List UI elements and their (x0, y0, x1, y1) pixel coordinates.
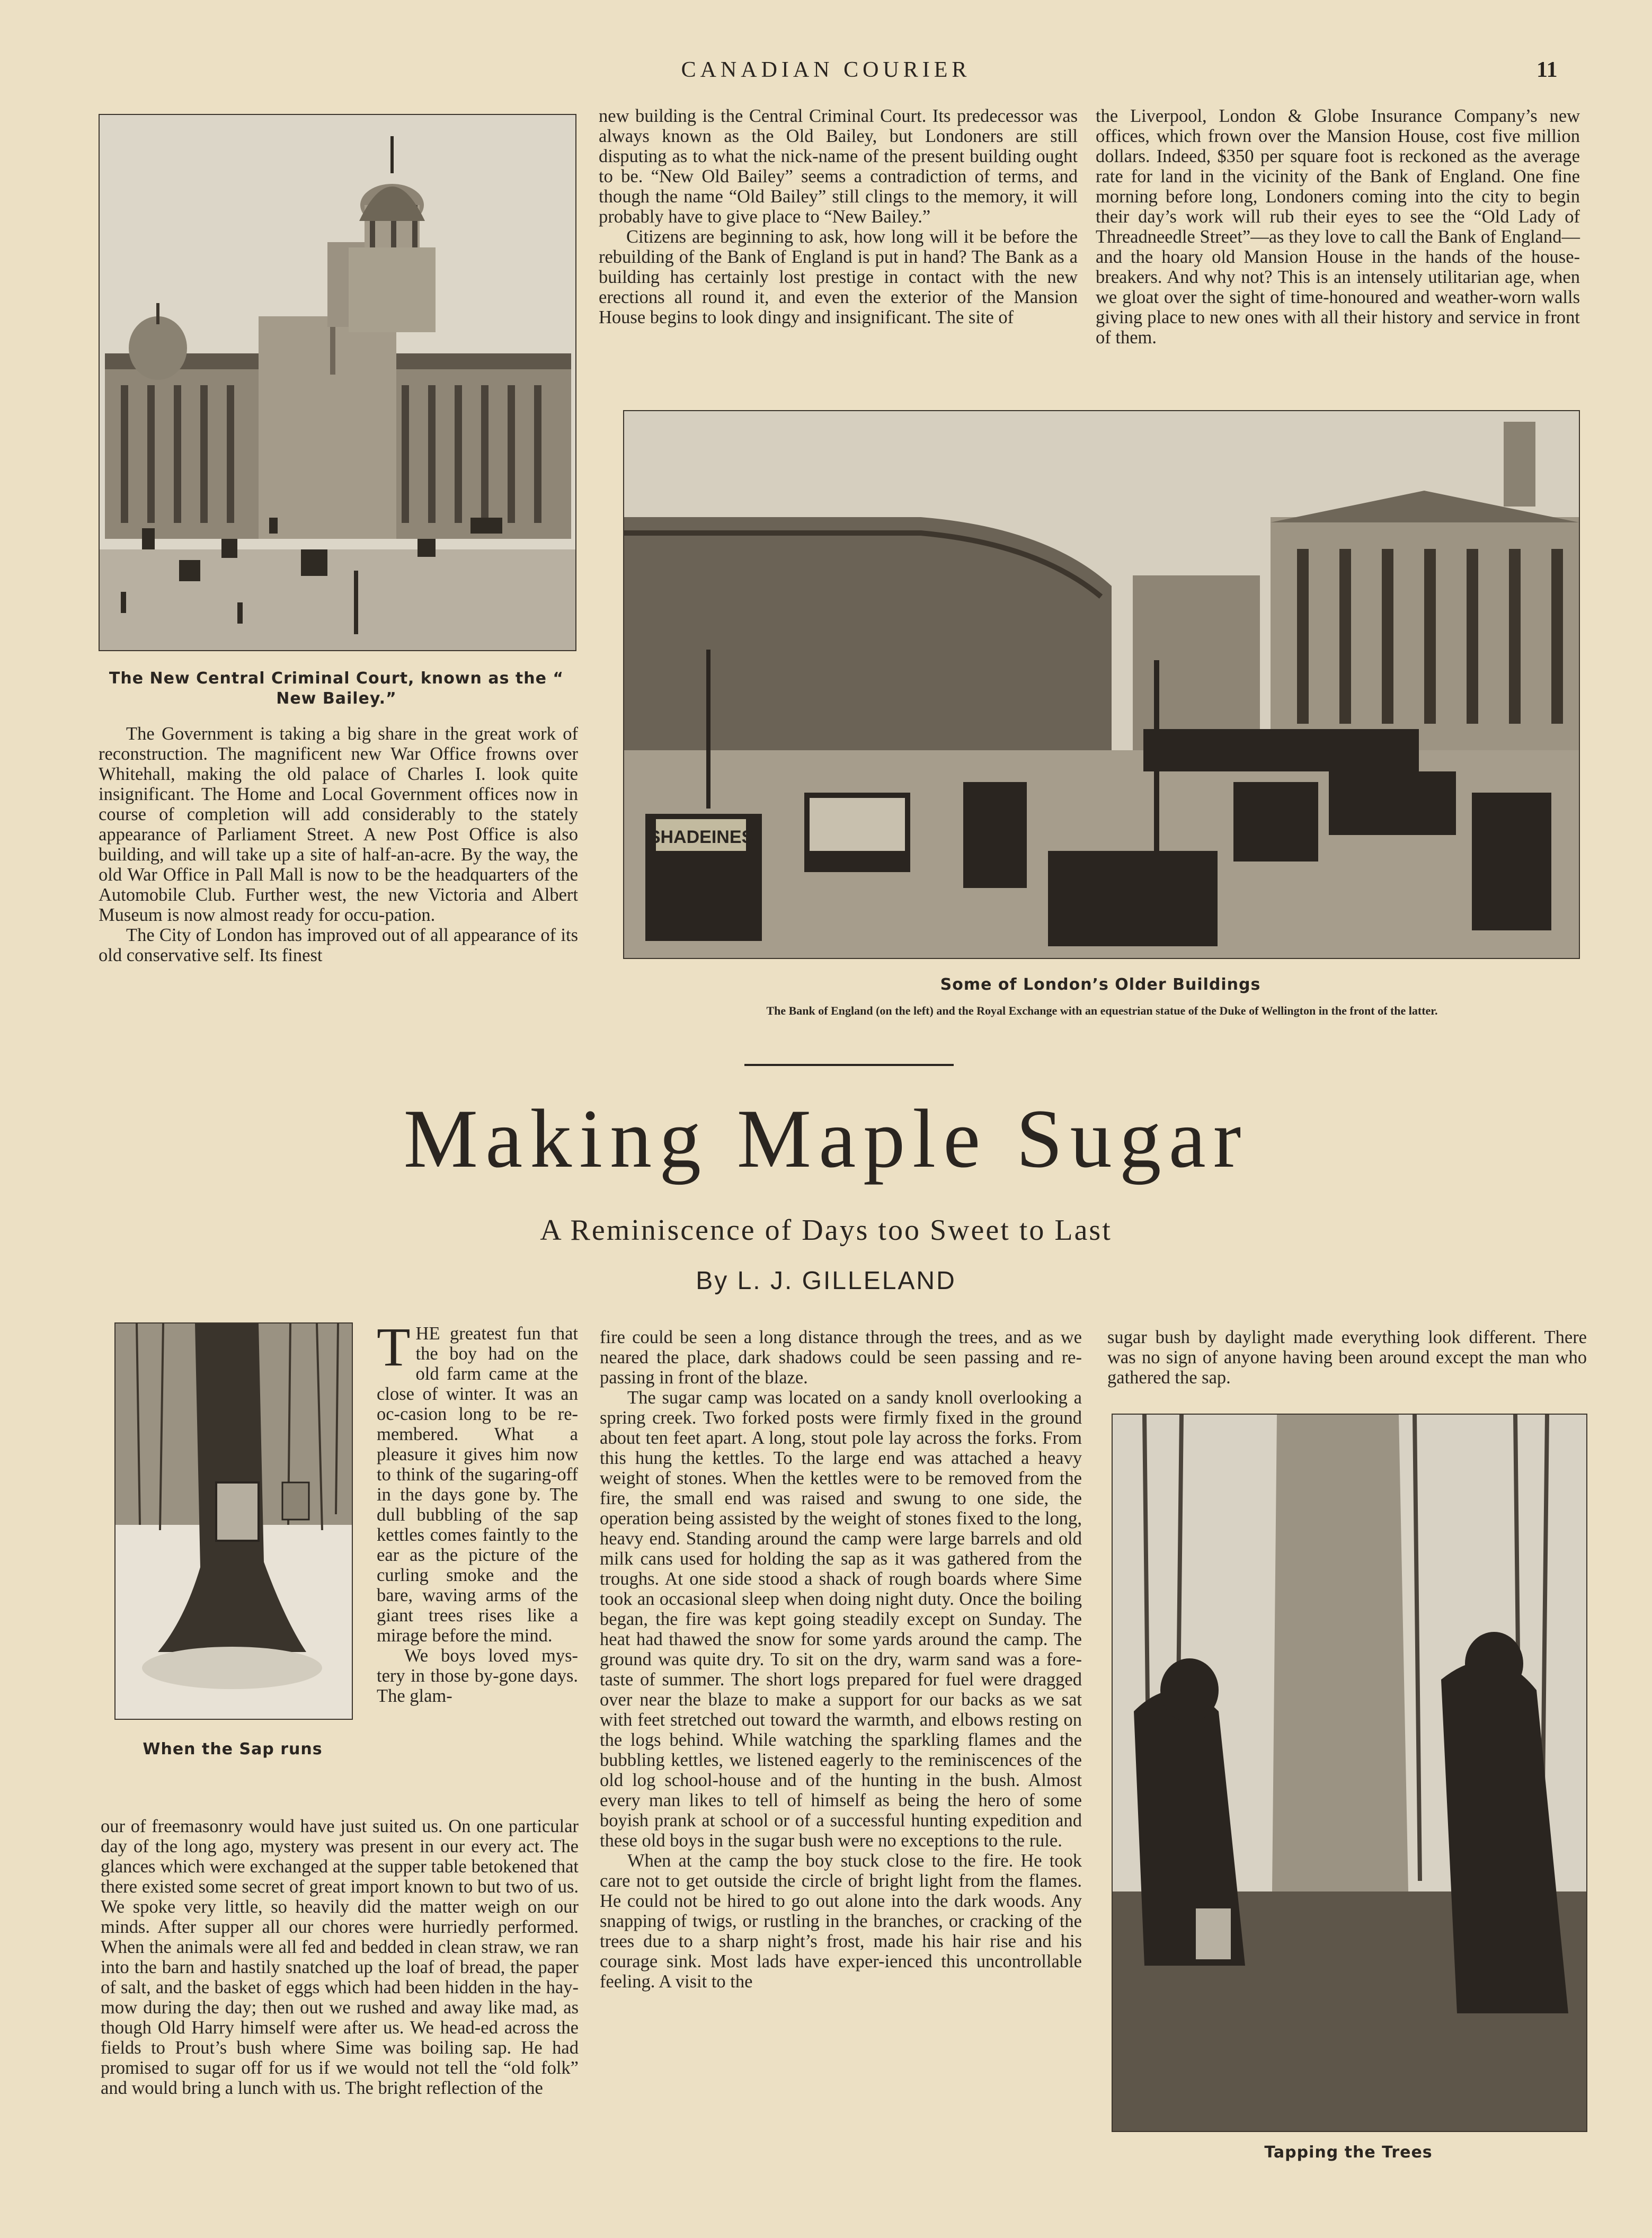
article-col1-para-2-cont: our of freemasonry would have just suited us. On one particular day of the long ago, mystery was present in our every act. The glances which were exchanged at the supper table betokened that there existed some secret of great import known to but two of us. We spoke very little, so heavily did the matter weigh on our minds. After supper all our chores were hurriedly performed. When the animals were all fed and bedded in clean straw, we ran into the barn and hastily snatched up the loaf of bread, the paper of salt, and the basket of eggs which had been hidden in the hay-mow during the day; then out we rushed and away like mad, as though Old Harry himself were after us. We head-ed across the fields to Prout’s bush where Sime was boiling sap. He had promised to sugar off for us if we would not tell the “old folk” and would bring a lunch with us. The bright reflection of the (101, 1816, 579, 2098)
top-col2-para-1: new building is the Central Criminal Court. Its predecessor was always known as the Old Bailey, but Londoners are still disputing as to what the nick-name of the present building ought to be. “New Old Bailey” seems a contradiction of terms, and though the name “Old Bailey” still clings to the memory, it will probably have to give place to “New Bailey.” (599, 106, 1078, 227)
photo-tapping-trees (1112, 1414, 1587, 2132)
article-col3-para-1: sugar bush by daylight made everything look different. There was no sign of anyone having been around except the man who gathered the sap. (1107, 1327, 1587, 1388)
article-col3 (1107, 1327, 1587, 1388)
top-column-3 (1096, 106, 1580, 392)
dropcap-letter: T (377, 1317, 411, 1378)
article-col2-para-1: fire could be seen a long distance through the trees, and as we neared the place, dark shadows could be seen passing and re-passing in front of the blaze. (600, 1327, 1082, 1388)
photo-london-buildings-subcaption: The Bank of England (on the left) and the Royal Exchange with an equestrian statue of the Duke of Wellington in the front of the latter. (766, 1004, 1438, 1017)
article-col1-para-1-text: HE greatest fun that the boy had on the old farm came at the close of winter. It was an oc-casion long to be re-membered. What a pleasure it gives him now to think of the sugaring-off in the days gone by. The dull bubbling of the sap kettles comes faintly to the ear as the picture of the curling smoke and the bare, waving arms of the giant trees rises like a mirage before the mind. (377, 1324, 578, 1646)
article-col1-para-2: We boys loved mys-tery in those by-gone days. The glam- (377, 1646, 578, 1706)
top-col1-para-2: The City of London has improved out of all appearance of its old conservative self. Its finest (99, 925, 578, 965)
top-column-2 (599, 106, 1078, 392)
article-byline: By L. J. GILLELAND (696, 1267, 956, 1295)
photo-central-criminal-court (99, 114, 576, 651)
photo-sap-runs (114, 1322, 353, 1720)
photo-london-older-buildings (623, 410, 1580, 959)
photo-sap-runs-caption: When the Sap runs (143, 1740, 323, 1759)
photo-central-criminal-court-caption: The New Central Criminal Court, known as the “ New Bailey.” (109, 669, 564, 708)
photo-tapping-trees-caption: Tapping the Trees (1264, 2143, 1433, 2162)
headline-rule (744, 1064, 954, 1066)
court-building-illustration (100, 115, 575, 650)
sap-tree-illustration (116, 1324, 352, 1719)
photo-london-buildings-caption: Some of London’s Older Buildings (940, 975, 1261, 994)
tapping-trees-illustration (1113, 1415, 1586, 2131)
top-col3-para-1: the Liverpool, London & Globe Insurance Company’s new offices, which frown over the Mansion House, cost five million dollars. Indeed, $350 per square foot is reckoned as the average rate for land in the vicinity of the Bank of England. One fine morning before long, Londoners coming into the city to begin their day’s work will rub their eyes to see the “Old Lady of Threadneedle Street”—as they love to call the Bank of England—and the hoary old Mansion House in the hands of the house-breakers. And why not? This is an intensely utilitarian age, when we gloat over the sight of time-honoured and weather-worn walls giving place to new ones with all their history and service in front of them. (1096, 106, 1580, 348)
article-col1-wide (101, 1816, 579, 2098)
article-col2-para-3: When at the camp the boy stuck close to the fire. He took care not to get outside the circle of bright light from the flames. He could not be hired to go out alone into the dark woods. Any snapping of twigs, or rustling in the branches, or cracking of the trees due to a sharp night’s frost, made his hair rise and his courage sink. Most lads have exper-ienced this uncontrollable feeling. A visit to the (600, 1851, 1082, 1992)
page-number: 11 (1536, 58, 1558, 82)
article-col2-para-2: The sugar camp was located on a sandy knoll overlooking a spring creek. Two forked posts were firmly fixed in the ground about ten feet apart. A long, stout pole lay across the forks. From this hung the kettles. To the large end was attached a heavy weight of stones. When the kettles were to be removed from the fire, the small end was raised and swung to one side, the operation being assisted by the weight of stones fixed to the long, heavy end. Standing around the camp were large barrels and old milk cans used for holding the sap as it was gathered from the troughs. At one side stood a shack of rough boards where Sime took an occasional sleep when doing night duty. Once the boiling began, the fire was kept going steadily except on Sunday. The heat had thawed the snow for some yards around the camp. The ground was quite dry. To sit on the dry, warm sand was a fore-taste of summer. The short logs prepared for fuel were dragged over near the blaze to make a support for our backs as we sat with feet stretched out toward the warmth, and elbows resting on the logs behind. While watching the sparkling flames and the bubbling kettles, we listened eagerly to the reminiscences of the old log school-house and of the hunting in the bush. Almost every man likes to tell of himself as being the hero of some boyish prank at school or of a successful hunting expedition and these old boys in the sugar bush were no exceptions to the rule. (600, 1388, 1082, 1851)
top-col1-para-1: The Government is taking a big share in the great work of reconstruction. The magnificent new War Office frowns over Whitehall, making the old palace of Charles I. look quite insignificant. The Home and Local Government offices now in course of completion will add considerably to the stately appearance of Parliament Street. A new Post Office is also building, and will take up a site of half-an-acre. By the way, the old War Office in Pall Mall is now to be the headquarters of the Automobile Club. Further west, the new Victoria and Albert Museum is now almost ready for occu-pation. (99, 724, 578, 925)
article-headline: Making Maple Sugar (403, 1093, 1249, 1185)
article-col1-para-1 (377, 1317, 578, 1646)
top-column-1 (99, 724, 578, 1031)
article-deck: A Reminiscence of Days too Sweet to Last (540, 1214, 1112, 1247)
article-col1-narrow (377, 1317, 578, 1706)
top-col2-para-2: Citizens are beginning to ask, how long will it be before the rebuilding of the Bank of England is put in hand? The Bank as a building has certainly lost prestige in contact with the new erections all round it, and even the exterior of the Mansion House begins to look dingy and insignificant. The site of (599, 227, 1078, 327)
london-street-illustration (624, 411, 1579, 958)
running-head: CANADIAN COURIER (681, 58, 971, 82)
shadeines-sign: SHADEINES (648, 827, 754, 847)
article-col2 (600, 1327, 1082, 1992)
